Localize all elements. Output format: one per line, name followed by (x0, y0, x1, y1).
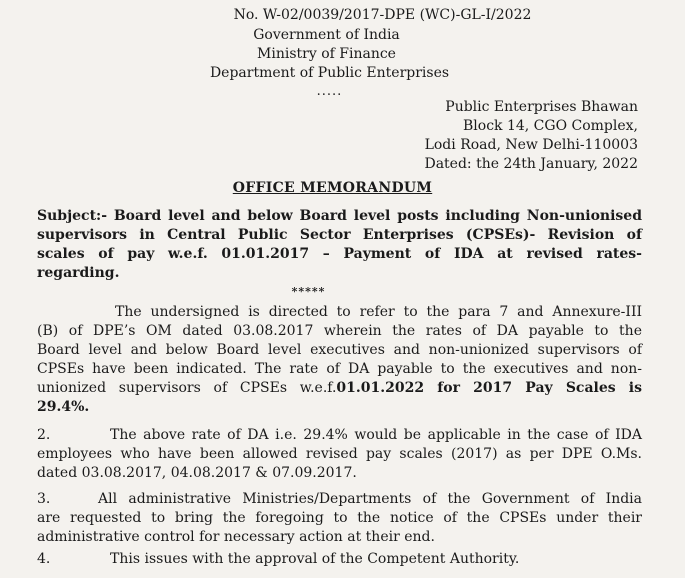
para2-line-1: The above rate of DA i.e. 29.4% would be applicable in the case of IDA (110, 427, 642, 443)
para1-line-5 (37, 379, 642, 398)
para1-line-2: (B) of DPE’s OM dated 03.08.2017 wherein the rates of DA payable to the (37, 323, 642, 339)
para1-line-3: Board level and below Board level executives and non-unionized supervisors of (37, 342, 642, 358)
subject-line-3: scales of pay w.e.f. 01.01.2017 – Payment of IDA at revised rates- (37, 246, 642, 262)
memo-title: OFFICE MEMORANDUM (232, 180, 433, 196)
para2-number: 2. (37, 427, 51, 443)
para2-line-3: dated 03.08.2017, 04.08.2017 & 07.09.2017. (37, 465, 357, 481)
para1-line-4: CPSEs have been indicated. The rate of DA payable to the executives and non- (37, 361, 642, 377)
separator-stars: ***** (291, 285, 326, 298)
para1-line-5-plain: unionized supervisors of CPSEs w.e.f. (37, 380, 337, 396)
address-line-3: Lodi Road, New Delhi-110003 (424, 137, 638, 153)
government-name: Government of India (253, 27, 400, 43)
address-line-2: Block 14, CGO Complex, (463, 118, 638, 134)
para1-line-6: 29.4%. (37, 399, 90, 415)
para3-line-3: administrative control for necessary action at their end. (37, 529, 435, 545)
ministry-name: Ministry of Finance (257, 46, 396, 62)
subject-line-1: Subject:- Board level and below Board level posts including Non-unionised (37, 208, 642, 224)
address-line-1: Public Enterprises Bhawan (445, 99, 638, 115)
para1-line-1: The undersigned is directed to refer to the para 7 and Annexure-III (115, 304, 642, 320)
para4-number: 4. (37, 551, 51, 567)
para3-line-1: All administrative Ministries/Departments of the Government of India (98, 491, 642, 507)
para4-line-1: This issues with the approval of the Competent Authority. (110, 551, 520, 567)
para2-line-2: employees who have been allowed revised pay scales (2017) as per DPE O.Ms. (37, 446, 642, 462)
para3-number: 3. (37, 491, 51, 507)
para3-line-2: are requested to bring the foregoing to the notice of the CPSEs under their (37, 510, 642, 526)
subject-line-2: supervisors in Central Public Sector Enterprises (CPSEs)- Revision of (37, 227, 642, 243)
para1-line-5-bold: 01.01.2022 for 2017 Pay Scales is (336, 380, 642, 396)
department-name: Department of Public Enterprises (209, 65, 450, 81)
date-line: Dated: the 24th January, 2022 (424, 156, 638, 172)
header-dots: ..... (316, 84, 343, 99)
reference-number: No. W-02/0039/2017-DPE (WC)-GL-I/2022 (233, 7, 532, 23)
subject-line-4: regarding. (37, 265, 120, 281)
